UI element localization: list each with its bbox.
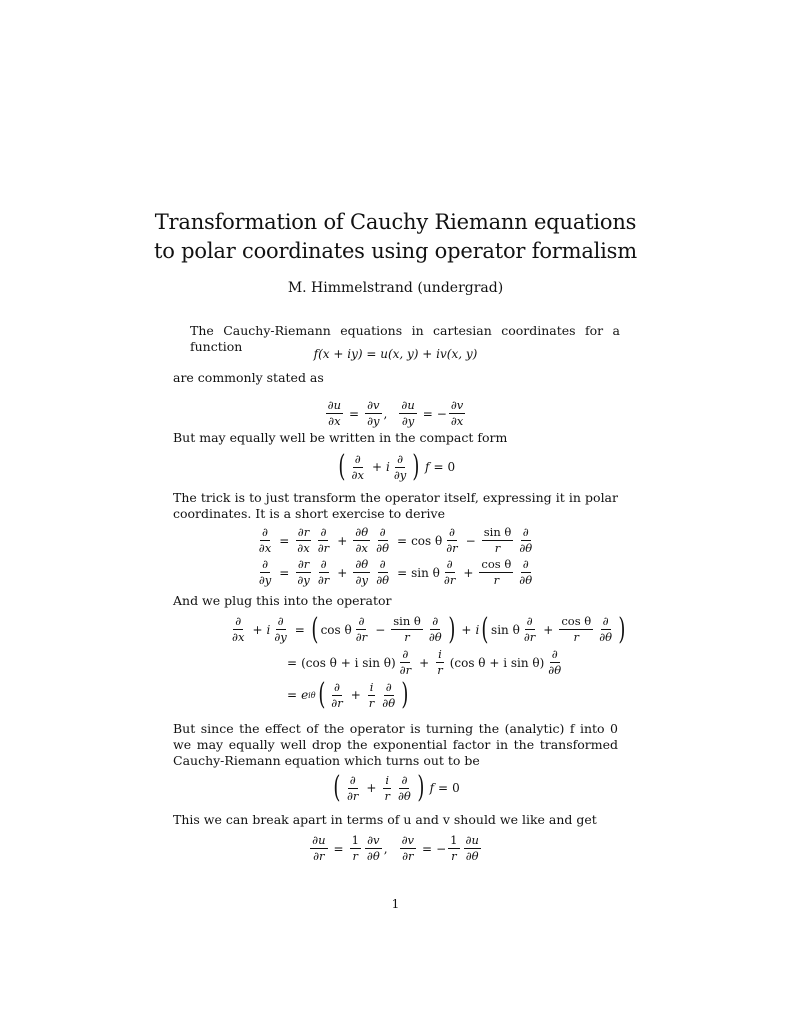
equation-transformed-cr: ( $\frac{\partial}{\partial r}$ + $\frac{i}{r}$ $\frac{\partial}{\partial\theta}$ ) f = 0 <box>333 770 460 805</box>
fraction: $\frac{\partial u}{\partial x}$ <box>327 398 342 428</box>
equation-cartesian-cr: $\frac{\partial u}{\partial x}$ = $\frac{\partial v}{\partial y}$ , $\frac{\partial u}{\partial y}$ = − $\frac{\partial v}{\partial x}$ <box>327 398 464 428</box>
paragraph-4: The trick is to just transform the operator itself, expressing it in polar coordinates. It is a short exercise to derive <box>173 490 618 521</box>
paragraph-1: The Cauchy-Riemann equations in cartesian coordinates for a function <box>190 323 620 354</box>
equation-derivative-x: $\frac{\partial}{\partial x}$ = $\frac{\partial r}{\partial x}$ $\frac{\partial}{\partial r}$ + $\frac{\partial\theta}{\partial x}$ $\frac{\partial}{\partial\theta}$ = cos θ $\frac{\partial}{\partial r}$ − $\frac{\text{sin θ}}{r}$ $\frac{\partial}{\partial\theta}$ <box>258 525 533 555</box>
author: M. Himmelstrand (undergrad) <box>287 280 504 296</box>
equation-derivative-y: $\frac{\partial}{\partial y}$ = $\frac{\partial r}{\partial y}$ $\frac{\partial}{\partial r}$ + $\frac{\partial\theta}{\partial y}$ $\frac{\partial}{\partial\theta}$ = sin θ $\frac{\partial}{\partial r}$ + $\frac{\text{cos θ}}{r}$ $\frac{\partial}{\partial\theta}$ <box>258 557 533 587</box>
equation-function: f(x + iy) = u(x, y) + iv(x, y) <box>313 347 478 361</box>
paragraph-5: And we plug this into the operator <box>173 593 392 608</box>
paragraph-3: But may equally well be written in the compact form <box>173 430 508 445</box>
equation-operator-line-3: = e iθ ( $\frac{\partial}{\partial r}$ + $\frac{i}{r}$ $\frac{\partial}{\partial\theta}$ ) <box>287 677 409 712</box>
title-line-1: Transformation of Cauchy Riemann equations <box>154 210 637 234</box>
equation-operator-line-1: $\frac{\partial}{\partial x}$ + i $\frac{\partial}{\partial y}$ = ( cos θ $\frac{\partial}{\partial r}$ − $\frac{\text{sin θ}}{r}$ $\frac{\partial}{\partial\theta}$ ) + i ( sin θ $\frac{\partial}{\partial r}$ + $\frac{\text{cos θ}}{r}$ $\frac{\partial}{\partial\theta}$ ) <box>232 611 626 647</box>
fraction: $\frac{\partial u}{\partial y}$ <box>401 398 415 428</box>
paragraph-7: This we can break apart in terms of u and v should we like and get <box>173 812 597 827</box>
fraction: $\frac{\partial v}{\partial y}$ <box>367 398 380 428</box>
fraction: $\frac{\partial v}{\partial x}$ <box>450 398 464 428</box>
equation-operator-line-2: = (cos θ + i sin θ) $\frac{\partial}{\partial r}$ + $\frac{i}{r}$ (cos θ + i sin θ) $\frac{\partial}{\partial\theta}$ <box>287 647 562 677</box>
title-line-2: to polar coordinates using operator formalism <box>154 239 637 263</box>
paper-title <box>0 208 791 266</box>
page-number: 1 <box>391 897 400 911</box>
equation-compact: ( $\frac{\partial}{\partial x}$ + i $\frac{\partial}{\partial y}$ ) f = 0 <box>338 449 456 484</box>
paragraph-2: are commonly stated as <box>173 370 324 385</box>
equation-polar-cr: $\frac{\partial u}{\partial r}$ = $\frac{1}{r}$ $\frac{\partial v}{\partial\theta}$ , $\frac{\partial v}{\partial r}$ = − $\frac{1}{r}$ $\frac{\partial u}{\partial\theta}$ <box>312 833 479 863</box>
paragraph-6: But since the effect of the operator is turning the (analytic) f into 0 we may equally well drop the exponential factor in the transformed Cauchy-Riemann equation which turns out to be <box>173 721 618 768</box>
